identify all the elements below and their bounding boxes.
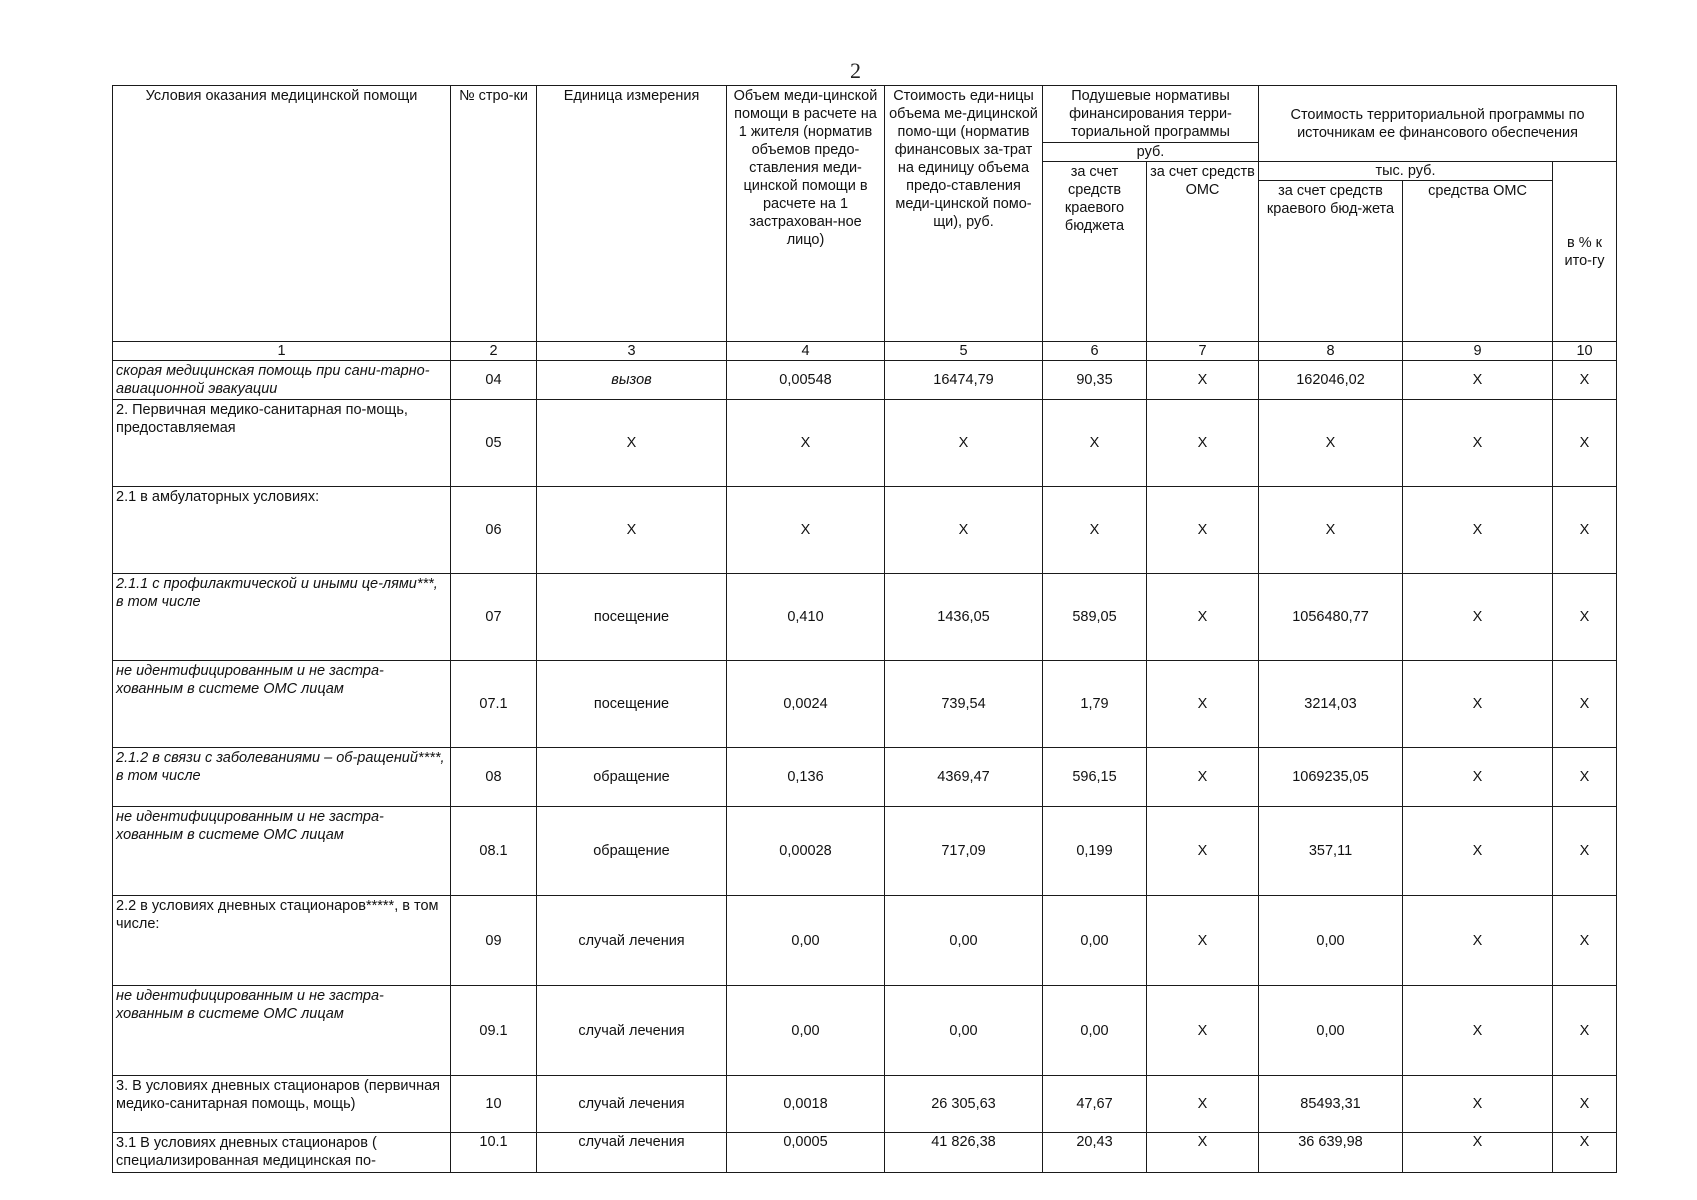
header-unit: Единица измерения	[537, 86, 727, 342]
cell-program-regional: Х	[1259, 400, 1403, 487]
cell-line-number: 06	[451, 487, 537, 574]
row-label: скорая медицинская помощь при сани-тарно-авиационной эвакуации	[113, 361, 451, 400]
cell-line-number: 05	[451, 400, 537, 487]
table-row	[113, 896, 1617, 986]
cell-program-regional: Х	[1259, 487, 1403, 574]
column-number: 3	[537, 342, 727, 361]
header-program-oms: средства ОМС	[1403, 181, 1553, 342]
cell-program-oms: Х	[1403, 896, 1553, 986]
column-number-row	[113, 342, 1617, 361]
cell-percapita-regional: 90,35	[1043, 361, 1147, 400]
cell-unit: случай лечения	[537, 1133, 727, 1173]
row-label: 2.1 в амбулаторных условиях:	[113, 487, 451, 574]
cell-unit: случай лечения	[537, 1076, 727, 1133]
cell-volume: Х	[727, 400, 885, 487]
cell-line-number: 10	[451, 1076, 537, 1133]
cell-unit-cost: Х	[885, 400, 1043, 487]
cell-program-regional: 85493,31	[1259, 1076, 1403, 1133]
cell-line-number: 10.1	[451, 1133, 537, 1173]
cell-percapita-regional: 20,43	[1043, 1133, 1147, 1173]
cell-percapita-oms: Х	[1147, 574, 1259, 661]
row-label: 2.1.1 с профилактической и иными це-лями***, в том числе	[113, 574, 451, 661]
cell-percapita-oms: Х	[1147, 748, 1259, 807]
cell-percent: Х	[1553, 487, 1617, 574]
table-row	[113, 1133, 1617, 1173]
table-row	[113, 986, 1617, 1076]
table-row	[113, 807, 1617, 896]
cell-unit-cost: Х	[885, 487, 1043, 574]
cell-percapita-regional: Х	[1043, 487, 1147, 574]
row-label: 2.2 в условиях дневных стационаров*****, в том числе:	[113, 896, 451, 986]
cell-percapita-oms: Х	[1147, 1133, 1259, 1173]
cell-percapita-regional: 0,00	[1043, 896, 1147, 986]
cell-percent: Х	[1553, 574, 1617, 661]
cell-program-regional: 3214,03	[1259, 661, 1403, 748]
cell-percapita-oms: Х	[1147, 896, 1259, 986]
cell-program-oms: Х	[1403, 661, 1553, 748]
cell-program-oms: Х	[1403, 748, 1553, 807]
cell-percent: Х	[1553, 1133, 1617, 1173]
cell-program-regional: 162046,02	[1259, 361, 1403, 400]
cell-unit-cost: 739,54	[885, 661, 1043, 748]
header-program-regional: за счет средств краевого бюд-жета	[1259, 181, 1403, 342]
cell-unit: посещение	[537, 574, 727, 661]
header-percapita-regional: за счет средств краевого бюджета	[1043, 162, 1147, 342]
cell-volume: 0,00028	[727, 807, 885, 896]
cell-program-oms: Х	[1403, 1133, 1553, 1173]
cell-percent: Х	[1553, 807, 1617, 896]
cell-percapita-oms: Х	[1147, 361, 1259, 400]
header-percapita-unit: руб.	[1043, 143, 1259, 162]
cell-line-number: 07	[451, 574, 537, 661]
cell-unit-cost: 0,00	[885, 986, 1043, 1076]
territorial-program-table	[112, 85, 1617, 1173]
row-label: не идентифицированным и не застра-хованным в системе ОМС лицам	[113, 661, 451, 748]
cell-program-oms: Х	[1403, 807, 1553, 896]
header-program-unit: тыс. руб.	[1259, 162, 1553, 181]
cell-program-regional: 0,00	[1259, 896, 1403, 986]
table-row	[113, 400, 1617, 487]
cell-program-oms: Х	[1403, 986, 1553, 1076]
cell-program-regional: 1056480,77	[1259, 574, 1403, 661]
header-conditions: Условия оказания медицинской помощи	[113, 86, 451, 342]
cell-unit-cost: 717,09	[885, 807, 1043, 896]
cell-line-number: 08.1	[451, 807, 537, 896]
column-number: 2	[451, 342, 537, 361]
cell-percapita-oms: Х	[1147, 661, 1259, 748]
cell-volume: 0,00	[727, 986, 885, 1076]
header-volume: Объем меди-цинской помощи в расчете на 1 жителя (норматив объемов предо-ставления меди-цинской помощи в расчете на 1 застрахован-ное лицо)	[727, 86, 885, 342]
table-row	[113, 487, 1617, 574]
row-label: не идентифицированным и не застра-хованным в системе ОМС лицам	[113, 807, 451, 896]
cell-unit-cost: 41 826,38	[885, 1133, 1043, 1173]
row-label: 3.1 В условиях дневных стационаров ( специализированная медицинская по-	[113, 1133, 451, 1173]
cell-program-oms: Х	[1403, 400, 1553, 487]
cell-line-number: 04	[451, 361, 537, 400]
column-number: 8	[1259, 342, 1403, 361]
cell-volume: 0,0005	[727, 1133, 885, 1173]
cell-percent: Х	[1553, 896, 1617, 986]
cell-unit: посещение	[537, 661, 727, 748]
cell-program-oms: Х	[1403, 487, 1553, 574]
cell-unit: Х	[537, 400, 727, 487]
cell-percapita-regional: 47,67	[1043, 1076, 1147, 1133]
table-row	[113, 1076, 1617, 1133]
cell-percapita-oms: Х	[1147, 807, 1259, 896]
cell-percapita-regional: 0,00	[1043, 986, 1147, 1076]
cell-percapita-regional: Х	[1043, 400, 1147, 487]
cell-percent: Х	[1553, 661, 1617, 748]
cell-percapita-oms: Х	[1147, 986, 1259, 1076]
row-label: 2. Первичная медико-санитарная по-мощь, предоставляемая	[113, 400, 451, 487]
cell-percent: Х	[1553, 400, 1617, 487]
cell-percapita-oms: Х	[1147, 487, 1259, 574]
cell-unit: случай лечения	[537, 986, 727, 1076]
cell-unit: обращение	[537, 748, 727, 807]
cell-percapita-regional: 596,15	[1043, 748, 1147, 807]
cell-unit: обращение	[537, 807, 727, 896]
cell-percapita-oms: Х	[1147, 1076, 1259, 1133]
cell-unit-cost: 0,00	[885, 896, 1043, 986]
cell-unit-cost: 1436,05	[885, 574, 1043, 661]
column-number: 10	[1553, 342, 1617, 361]
cell-program-oms: Х	[1403, 1076, 1553, 1133]
cell-percent: Х	[1553, 986, 1617, 1076]
cell-unit: Х	[537, 487, 727, 574]
header-percent: в % к ито-гу	[1553, 162, 1617, 342]
cell-program-regional: 0,00	[1259, 986, 1403, 1076]
column-number: 9	[1403, 342, 1553, 361]
row-label: 2.1.2 в связи с заболеваниями – об-ращений****, в том числе	[113, 748, 451, 807]
column-number: 1	[113, 342, 451, 361]
cell-program-oms: Х	[1403, 361, 1553, 400]
cell-volume: Х	[727, 487, 885, 574]
header-cost: Стоимость еди-ницы объема ме-дицинской помо-щи (норматив финансовых за-трат на единицу объема предо-ставления меди-цинской помо-щи), руб.	[885, 86, 1043, 342]
cell-volume: 0,00	[727, 896, 885, 986]
column-number: 7	[1147, 342, 1259, 361]
cell-unit: вызов	[537, 361, 727, 400]
cell-line-number: 09	[451, 896, 537, 986]
cell-percapita-regional: 589,05	[1043, 574, 1147, 661]
cell-volume: 0,136	[727, 748, 885, 807]
cell-program-regional: 357,11	[1259, 807, 1403, 896]
table-row	[113, 361, 1617, 400]
cell-volume: 0,0024	[727, 661, 885, 748]
cell-program-regional: 36 639,98	[1259, 1133, 1403, 1173]
cell-percapita-oms: Х	[1147, 400, 1259, 487]
cell-unit-cost: 26 305,63	[885, 1076, 1043, 1133]
header-percapita: Подушевые нормативы финансирования терри-ториальной программы	[1043, 86, 1259, 143]
header-program-cost: Стоимость территориальной программы по источникам ее финансового обеспечения	[1259, 86, 1617, 162]
cell-volume: 0,00548	[727, 361, 885, 400]
column-number: 4	[727, 342, 885, 361]
cell-percapita-regional: 0,199	[1043, 807, 1147, 896]
column-number: 6	[1043, 342, 1147, 361]
cell-line-number: 08	[451, 748, 537, 807]
cell-program-regional: 1069235,05	[1259, 748, 1403, 807]
cell-line-number: 07.1	[451, 661, 537, 748]
table-row	[113, 574, 1617, 661]
cell-unit-cost: 16474,79	[885, 361, 1043, 400]
table-row	[113, 748, 1617, 807]
row-label: не идентифицированным и не застра-хованным в системе ОМС лицам	[113, 986, 451, 1076]
cell-line-number: 09.1	[451, 986, 537, 1076]
page-number: 2	[850, 58, 861, 83]
cell-percapita-regional: 1,79	[1043, 661, 1147, 748]
cell-program-oms: Х	[1403, 574, 1553, 661]
header-percapita-oms: за счет средств ОМС	[1147, 162, 1259, 342]
table-row	[113, 661, 1617, 748]
cell-unit: случай лечения	[537, 896, 727, 986]
header-line-number: № стро-ки	[451, 86, 537, 342]
column-number: 5	[885, 342, 1043, 361]
cell-volume: 0,410	[727, 574, 885, 661]
cell-percent: Х	[1553, 748, 1617, 807]
cell-percent: Х	[1553, 361, 1617, 400]
cell-percent: Х	[1553, 1076, 1617, 1133]
cell-unit-cost: 4369,47	[885, 748, 1043, 807]
cell-volume: 0,0018	[727, 1076, 885, 1133]
row-label: 3. В условиях дневных стационаров (первичная медико-санитарная помощь, мощь)	[113, 1076, 451, 1133]
